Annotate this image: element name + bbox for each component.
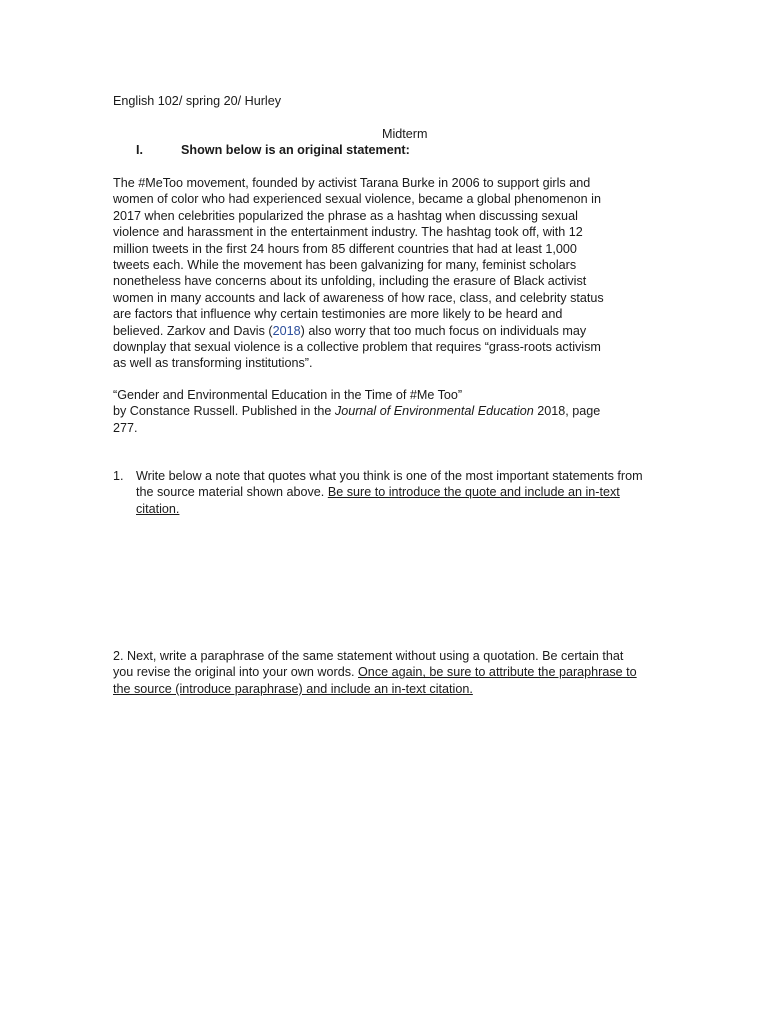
passage-line: [113, 323, 658, 339]
question-2: [113, 648, 703, 697]
question-instruction: Once again, be sure to attribute the paraphrase to: [358, 665, 637, 680]
question-line: [113, 664, 703, 680]
source-citation: [113, 387, 658, 436]
question-line: [113, 484, 703, 500]
question-line: 2. Next, write a paraphrase of the same statement without using a quotation. Be certain that: [113, 649, 624, 663]
course-header: English 102/ spring 20/ Hurley: [113, 94, 282, 108]
passage-line: tweets each. While the movement has been galvanizing for many, feminist scholars: [113, 258, 577, 273]
passage-line: violence and harassment in the entertainment industry. The hashtag took off, with 12: [113, 225, 583, 240]
question-number: 1.: [113, 469, 124, 483]
passage-line: downplay that sexual violence is a collective problem that requires “grass-roots activism: [113, 340, 601, 355]
passage-text: believed. Zarkov and Davis (: [113, 323, 273, 338]
passage-line: women in many accounts and lack of awareness of how race, class, and celebrity status: [113, 290, 604, 305]
passage-line: 2017 when celebrities popularized the phrase as a hashtag when discussing sexual: [113, 208, 578, 223]
passage-line: nonetheless have concerns about its unfolding, including the erasure of Black activist: [113, 274, 587, 289]
byline-text: by Constance Russell. Published in the: [113, 404, 335, 419]
question-instruction: the source (introduce paraphrase) and include an in-text citation.: [113, 681, 473, 696]
passage-text: ) also worry that too much focus on individuals may: [300, 323, 587, 338]
section-heading: [136, 142, 410, 158]
journal-name: Journal of Environmental Education: [334, 404, 534, 419]
question-1: [113, 468, 703, 517]
passage-line: The #MeToo movement, founded by activist Tarana Burke in 2006 to support girls and: [113, 176, 591, 190]
question-instruction: Be sure to introduce the quote and include an in-text: [327, 485, 620, 500]
question-line: [113, 681, 703, 697]
byline-text: 2018, page: [533, 404, 601, 419]
passage-line: million tweets in the first 24 hours from 85 different countries that had at least 1,000: [113, 241, 577, 256]
passage-line: women of color who had experienced sexual violence, became a global phenomenon in: [113, 192, 601, 207]
original-statement-passage: [113, 175, 658, 372]
question-instruction: citation.: [136, 501, 180, 516]
article-title: “Gender and Environmental Education in the Time of #Me Too”: [113, 388, 463, 402]
passage-line: as well as transforming institutions”.: [113, 356, 313, 371]
citation-page: 277.: [113, 420, 138, 435]
question-text: the source material shown above.: [136, 485, 328, 500]
reference-link[interactable]: 2018: [272, 323, 301, 338]
question-line: [113, 468, 703, 484]
citation-byline: [113, 403, 658, 419]
exam-title: Midterm: [382, 127, 428, 141]
question-text: you revise the original into your own words.: [113, 665, 359, 680]
section-numeral: I.: [136, 143, 143, 157]
question-line: [113, 501, 703, 517]
passage-line: are factors that influence why certain testimonies are more likely to be heard and: [113, 307, 563, 322]
question-text: Write below a note that quotes what you think is one of the most important statements from: [136, 469, 643, 483]
section-heading-text: Shown below is an original statement:: [181, 143, 410, 157]
